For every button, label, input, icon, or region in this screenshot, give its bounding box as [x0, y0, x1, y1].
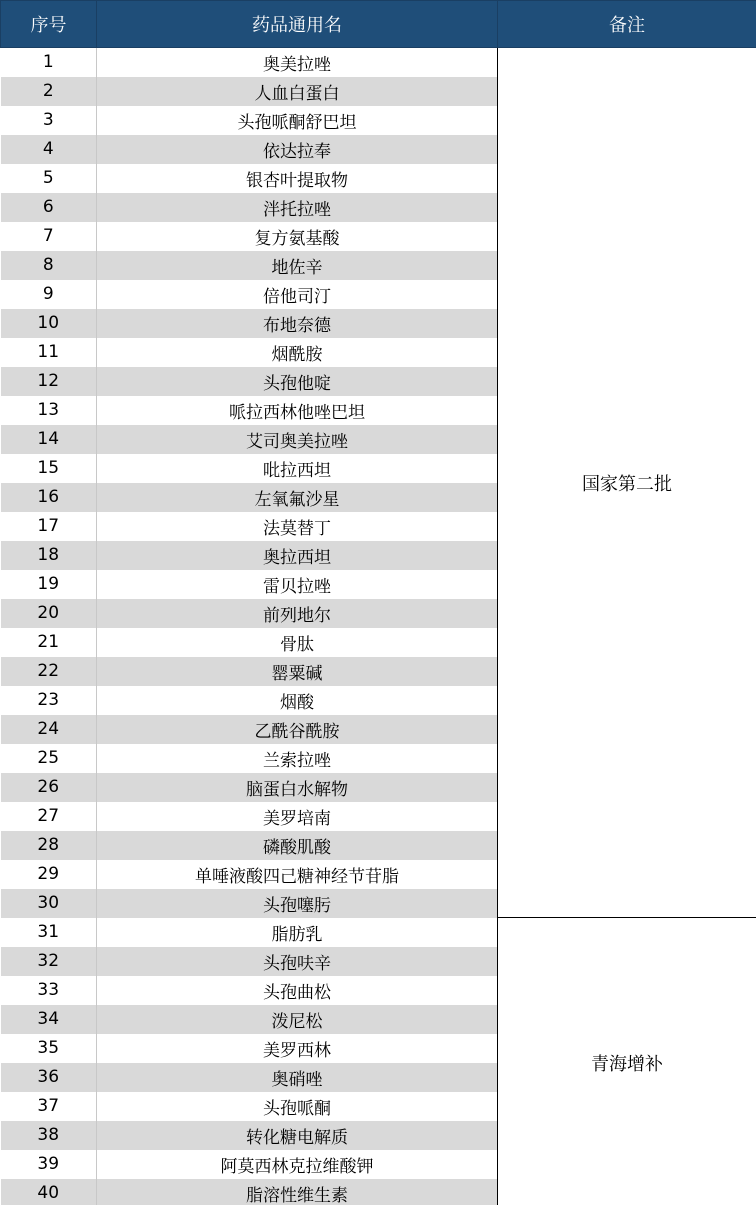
serial-number-cell: 1: [1, 48, 97, 77]
drug-name-cell: 哌拉西林他唑巴坦: [97, 396, 498, 425]
serial-number-cell: 6: [1, 193, 97, 222]
drug-name-cell: 头孢呋辛: [97, 947, 498, 976]
drug-name-cell: 泮托拉唑: [97, 193, 498, 222]
serial-number-cell: 36: [1, 1063, 97, 1092]
drug-name-cell: 泼尼松: [97, 1005, 498, 1034]
drug-name-cell: 头孢哌酮: [97, 1092, 498, 1121]
serial-number-cell: 13: [1, 396, 97, 425]
drug-name-cell: 奥美拉唑: [97, 48, 498, 77]
header-serial-number: 序号: [1, 1, 97, 48]
drug-name-cell: 头孢曲松: [97, 976, 498, 1005]
header-row: [1, 1, 756, 48]
serial-number-cell: 11: [1, 338, 97, 367]
serial-number-cell: 26: [1, 773, 97, 802]
header-drug-name: 药品通用名: [97, 1, 498, 48]
serial-number-cell: 9: [1, 280, 97, 309]
drug-name-cell: 头孢哌酮舒巴坦: [97, 106, 498, 135]
drug-name-cell: 头孢他啶: [97, 367, 498, 396]
drug-name-cell: 吡拉西坦: [97, 454, 498, 483]
serial-number-cell: 28: [1, 831, 97, 860]
serial-number-cell: 21: [1, 628, 97, 657]
drug-name-cell: 头孢噻肟: [97, 889, 498, 918]
drug-name-cell: 奥拉西坦: [97, 541, 498, 570]
serial-number-cell: 31: [1, 918, 97, 947]
drug-name-cell: 阿莫西林克拉维酸钾: [97, 1150, 498, 1179]
table-header: [1, 1, 756, 48]
serial-number-cell: 22: [1, 657, 97, 686]
serial-number-cell: 15: [1, 454, 97, 483]
serial-number-cell: 34: [1, 1005, 97, 1034]
drug-name-cell: 奥硝唑: [97, 1063, 498, 1092]
serial-number-cell: 20: [1, 599, 97, 628]
drug-name-cell: 前列地尔: [97, 599, 498, 628]
serial-number-cell: 17: [1, 512, 97, 541]
serial-number-cell: 40: [1, 1179, 97, 1205]
serial-number-cell: 39: [1, 1150, 97, 1179]
serial-number-cell: 19: [1, 570, 97, 599]
drug-name-cell: 地佐辛: [97, 251, 498, 280]
serial-number-cell: 10: [1, 309, 97, 338]
serial-number-cell: 23: [1, 686, 97, 715]
drug-name-cell: 烟酸: [97, 686, 498, 715]
drug-name-cell: 转化糖电解质: [97, 1121, 498, 1150]
serial-number-cell: 16: [1, 483, 97, 512]
serial-number-cell: 37: [1, 1092, 97, 1121]
drug-name-cell: 脂溶性维生素: [97, 1179, 498, 1205]
serial-number-cell: 14: [1, 425, 97, 454]
drug-name-cell: 倍他司汀: [97, 280, 498, 309]
serial-number-cell: 4: [1, 135, 97, 164]
serial-number-cell: 35: [1, 1034, 97, 1063]
serial-number-cell: 24: [1, 715, 97, 744]
drug-name-cell: 美罗西林: [97, 1034, 498, 1063]
serial-number-cell: 29: [1, 860, 97, 889]
drug-name-cell: 磷酸肌酸: [97, 831, 498, 860]
drug-name-cell: 烟酰胺: [97, 338, 498, 367]
serial-number-cell: 2: [1, 77, 97, 106]
serial-number-cell: 3: [1, 106, 97, 135]
serial-number-cell: 18: [1, 541, 97, 570]
drug-name-cell: 雷贝拉唑: [97, 570, 498, 599]
drug-name-cell: 美罗培南: [97, 802, 498, 831]
drug-name-cell: 依达拉奉: [97, 135, 498, 164]
remarks-cell: 国家第二批: [498, 48, 756, 918]
drug-name-cell: 法莫替丁: [97, 512, 498, 541]
serial-number-cell: 33: [1, 976, 97, 1005]
serial-number-cell: 12: [1, 367, 97, 396]
header-remarks: 备注: [498, 1, 756, 48]
serial-number-cell: 32: [1, 947, 97, 976]
table-body: [1, 48, 756, 1205]
serial-number-cell: 5: [1, 164, 97, 193]
drug-name-cell: 左氧氟沙星: [97, 483, 498, 512]
drug-name-cell: 艾司奥美拉唑: [97, 425, 498, 454]
serial-number-cell: 7: [1, 222, 97, 251]
drug-name-cell: 银杏叶提取物: [97, 164, 498, 193]
serial-number-cell: 27: [1, 802, 97, 831]
drug-name-cell: 乙酰谷酰胺: [97, 715, 498, 744]
table-row: [1, 918, 756, 947]
drug-name-cell: 脑蛋白水解物: [97, 773, 498, 802]
remarks-cell: 青海增补: [498, 918, 756, 1205]
table-row: [1, 48, 756, 77]
drug-name-cell: 脂肪乳: [97, 918, 498, 947]
serial-number-cell: 8: [1, 251, 97, 280]
drug-name-cell: 人血白蛋白: [97, 77, 498, 106]
drug-name-cell: 单唾液酸四己糖神经节苷脂: [97, 860, 498, 889]
drug-name-cell: 兰索拉唑: [97, 744, 498, 773]
drug-name-cell: 布地奈德: [97, 309, 498, 338]
drug-name-cell: 骨肽: [97, 628, 498, 657]
drug-name-cell: 罂粟碱: [97, 657, 498, 686]
drug-name-cell: 复方氨基酸: [97, 222, 498, 251]
serial-number-cell: 38: [1, 1121, 97, 1150]
serial-number-cell: 25: [1, 744, 97, 773]
serial-number-cell: 30: [1, 889, 97, 918]
